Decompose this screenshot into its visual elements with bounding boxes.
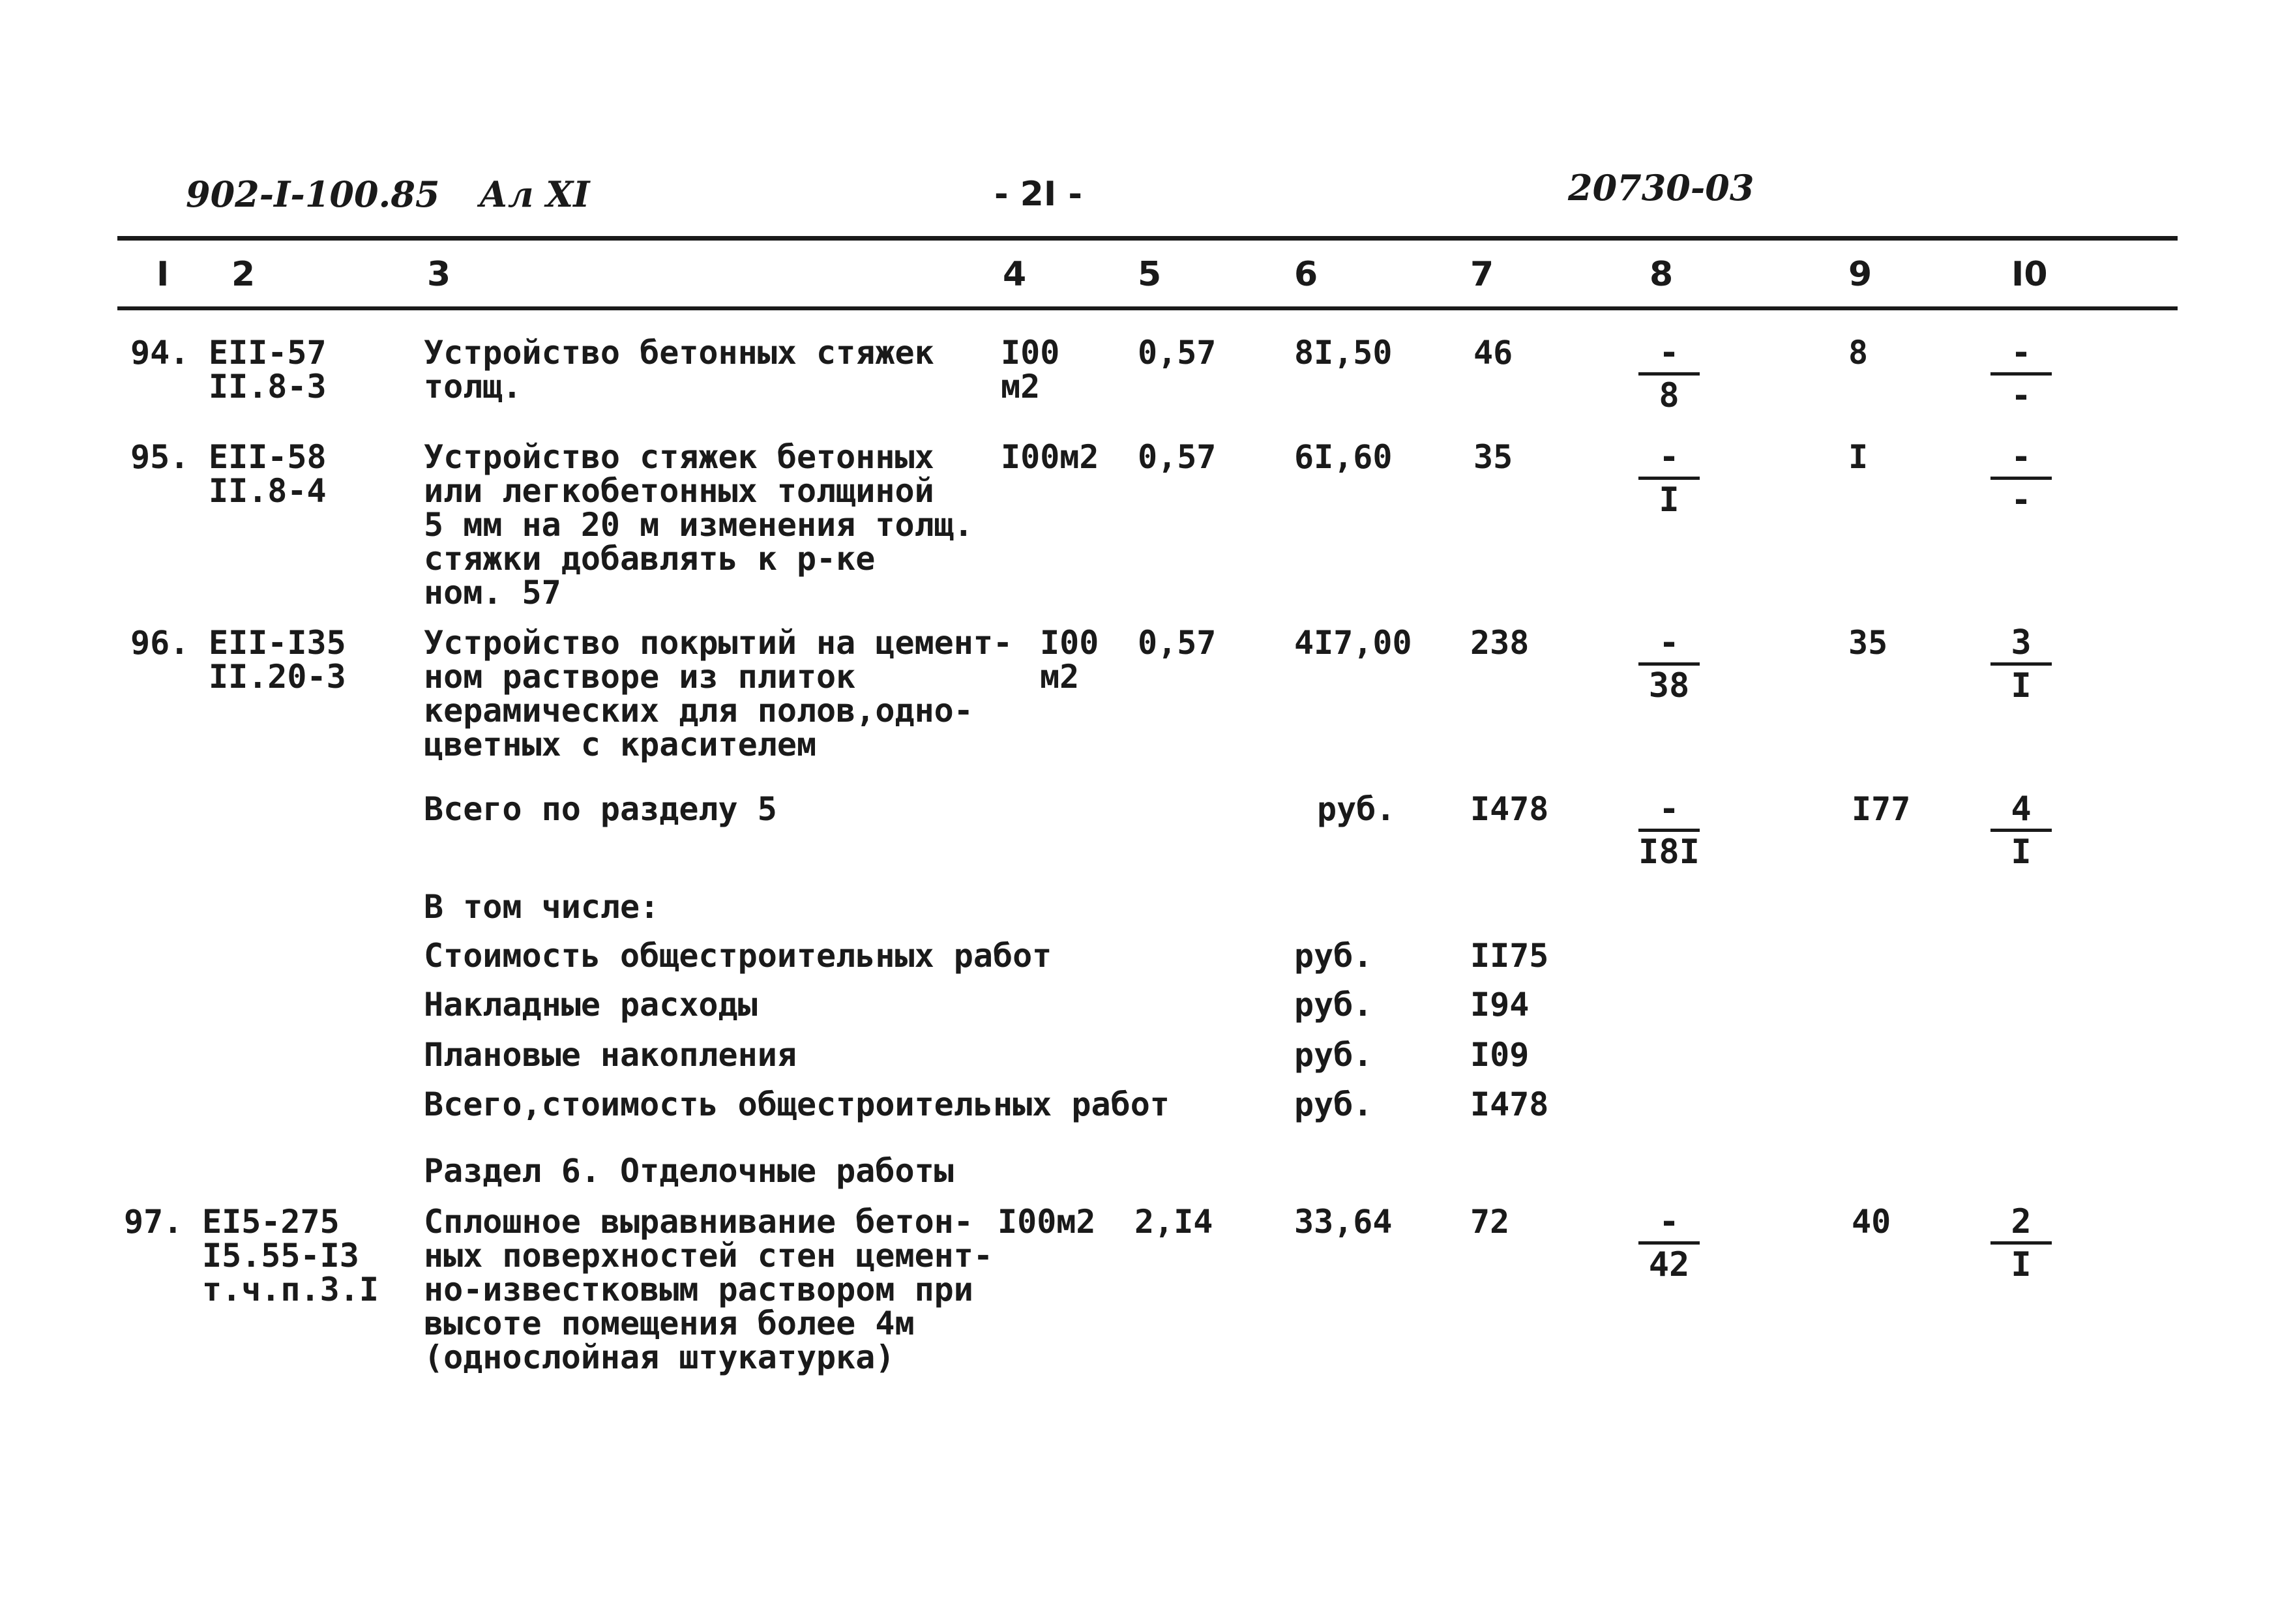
row-code: EII-58 II.8-4 bbox=[209, 438, 327, 510]
section-total-col10-fraction bbox=[1985, 792, 2057, 883]
fraction-numerator: 2 bbox=[2011, 1202, 2032, 1241]
breakdown-item-value: I09 bbox=[1470, 1036, 1530, 1074]
fraction-denominator: - bbox=[2011, 480, 2032, 520]
fraction-denominator: 38 bbox=[1648, 666, 1690, 705]
fraction-numerator: - bbox=[1659, 333, 1679, 372]
doc-code-printed: 902-I- bbox=[186, 173, 305, 215]
row-quantity: 2,I4 bbox=[1134, 1203, 1213, 1241]
row-total: 238 bbox=[1470, 624, 1530, 662]
fraction-denominator: I bbox=[1659, 480, 1679, 520]
section-total-col9: I77 bbox=[1852, 790, 1911, 828]
col-header-7: 7 bbox=[1470, 255, 1494, 294]
section-total-unit: руб. bbox=[1317, 790, 1396, 828]
fraction-bar bbox=[1638, 372, 1700, 376]
fraction-numerator: - bbox=[2011, 437, 2032, 477]
fraction-bar bbox=[1990, 662, 2052, 666]
section-title: Раздел 6. Отделочные работы bbox=[424, 1152, 954, 1190]
row-unit: I00 м2 bbox=[1001, 334, 1060, 406]
fraction-bar bbox=[1990, 829, 2052, 832]
row-number: 96. bbox=[130, 624, 190, 662]
row-price: 33,64 bbox=[1294, 1203, 1393, 1241]
breakdown-item-label: Всего,стоимость общестроительных работ bbox=[424, 1085, 1170, 1123]
row-name: Устройство бетонных стяжек толщ. bbox=[424, 334, 934, 406]
row-code: EI5-275 I5.55-I3 т.ч.п.3.I bbox=[202, 1203, 379, 1308]
row-name: Устройство стяжек бетонных или легкобетонных толщиной 5 мм на 20 м изменения толщ. стяжки добавлять к р-ке ном. 57 bbox=[424, 438, 973, 612]
fraction-numerator: - bbox=[1659, 1202, 1679, 1241]
fraction-numerator: 4 bbox=[2011, 790, 2032, 829]
breakdown-item-unit: руб. bbox=[1294, 986, 1373, 1024]
row-col10-fraction bbox=[1985, 1202, 2057, 1296]
fraction-denominator: 42 bbox=[1648, 1245, 1690, 1284]
row-col9: 40 bbox=[1852, 1203, 1891, 1241]
breakdown-item-label: Накладные расходы bbox=[424, 986, 758, 1024]
breakdown-item-value: II75 bbox=[1470, 937, 1549, 975]
fraction-denominator: I bbox=[2011, 666, 2032, 705]
breakdown-item-value: I478 bbox=[1470, 1085, 1549, 1123]
fraction-denominator: I bbox=[2011, 1245, 2032, 1284]
fraction-numerator: - bbox=[1659, 437, 1679, 477]
row-col8-fraction bbox=[1633, 333, 1705, 427]
row-total: 35 bbox=[1473, 438, 1513, 476]
row-name: Сплошное выравнивание бетон- ных поверхностей стен цемент- но-известковым раствором при высоте помещения более 4м (однослойная штукатурка) bbox=[424, 1203, 993, 1376]
row-col9: 8 bbox=[1848, 334, 1869, 372]
row-number: 95. bbox=[130, 438, 190, 476]
row-unit: I00 м2 bbox=[1040, 624, 1099, 696]
row-code: EII-57 II.8-3 bbox=[209, 334, 327, 406]
fraction-bar bbox=[1990, 372, 2052, 376]
row-total: 72 bbox=[1470, 1203, 1510, 1241]
breakdown-item-unit: руб. bbox=[1294, 1085, 1373, 1123]
row-quantity: 0,57 bbox=[1138, 438, 1217, 476]
row-quantity: 0,57 bbox=[1138, 334, 1217, 372]
row-col8-fraction bbox=[1633, 1202, 1705, 1296]
row-col8-fraction bbox=[1633, 623, 1705, 717]
fraction-bar bbox=[1638, 662, 1700, 666]
col-header-1: I bbox=[156, 255, 170, 294]
fraction-numerator: 3 bbox=[2011, 623, 2032, 662]
row-col10-fraction bbox=[1985, 623, 2057, 717]
inventory-number: 20730-03 bbox=[1568, 167, 1754, 209]
section-total-label: Всего по разделу 5 bbox=[424, 790, 777, 828]
breakdown-item-value: I94 bbox=[1470, 986, 1530, 1024]
breakdown-item-unit: руб. bbox=[1294, 937, 1373, 975]
row-total: 46 bbox=[1473, 334, 1513, 372]
row-quantity: 0,57 bbox=[1138, 624, 1217, 662]
row-number: 94. bbox=[130, 334, 190, 372]
col-header-9: 9 bbox=[1848, 255, 1872, 294]
fraction-numerator: - bbox=[1659, 623, 1679, 662]
row-col10-fraction bbox=[1985, 437, 2057, 531]
doc-code bbox=[186, 173, 440, 215]
row-price: 8I,50 bbox=[1294, 334, 1393, 372]
col-header-5: 5 bbox=[1138, 255, 1162, 294]
row-unit: I00м2 bbox=[1001, 438, 1099, 476]
fraction-denominator: 8 bbox=[1659, 376, 1679, 415]
col-header-10: I0 bbox=[2011, 255, 2048, 294]
row-col8-fraction bbox=[1633, 437, 1705, 531]
col-header-8: 8 bbox=[1649, 255, 1674, 294]
breakdown-item-label: Плановые накопления bbox=[424, 1036, 797, 1074]
row-col9: 35 bbox=[1848, 624, 1888, 662]
fraction-bar bbox=[1990, 477, 2052, 480]
album-number: Ал XI bbox=[479, 173, 590, 215]
col-header-4: 4 bbox=[1003, 255, 1027, 294]
fraction-bar bbox=[1990, 1241, 2052, 1245]
row-col9: I bbox=[1848, 438, 1869, 476]
fraction-denominator: I8I bbox=[1638, 833, 1700, 872]
section-total-col8-fraction bbox=[1633, 792, 1705, 883]
page-number: - 2I - bbox=[994, 175, 1082, 214]
doc-code-handwritten: 100.85 bbox=[304, 173, 440, 215]
fraction-numerator: - bbox=[1659, 790, 1679, 829]
fraction-bar bbox=[1638, 1241, 1700, 1245]
row-col10-fraction bbox=[1985, 333, 2057, 427]
breakdown-item-unit: руб. bbox=[1294, 1036, 1373, 1074]
row-price: 4I7,00 bbox=[1294, 624, 1412, 662]
col-header-6: 6 bbox=[1294, 255, 1318, 294]
col-header-3: 3 bbox=[427, 255, 451, 294]
row-price: 6I,60 bbox=[1294, 438, 1393, 476]
fraction-denominator: - bbox=[2011, 376, 2032, 415]
breakdown-header: В том числе: bbox=[424, 888, 660, 926]
fraction-bar bbox=[1638, 477, 1700, 480]
breakdown-item-label: Стоимость общестроительных работ bbox=[424, 937, 1052, 975]
row-code: EII-I35 II.20-3 bbox=[209, 624, 346, 696]
section-total-value: I478 bbox=[1470, 790, 1549, 828]
row-number: 97. bbox=[124, 1203, 183, 1241]
fraction-numerator: - bbox=[2011, 333, 2032, 372]
col-header-2: 2 bbox=[231, 255, 256, 294]
fraction-bar bbox=[1638, 829, 1700, 832]
row-unit: I00м2 bbox=[998, 1203, 1096, 1241]
top-rule bbox=[117, 236, 2178, 241]
row-name: Устройство покрытий на цемент- ном растворе из плиток керамических для полов,одно- цветных с красителем bbox=[424, 624, 1013, 763]
header-bottom-rule bbox=[117, 306, 2178, 310]
fraction-denominator: I bbox=[2011, 833, 2032, 872]
